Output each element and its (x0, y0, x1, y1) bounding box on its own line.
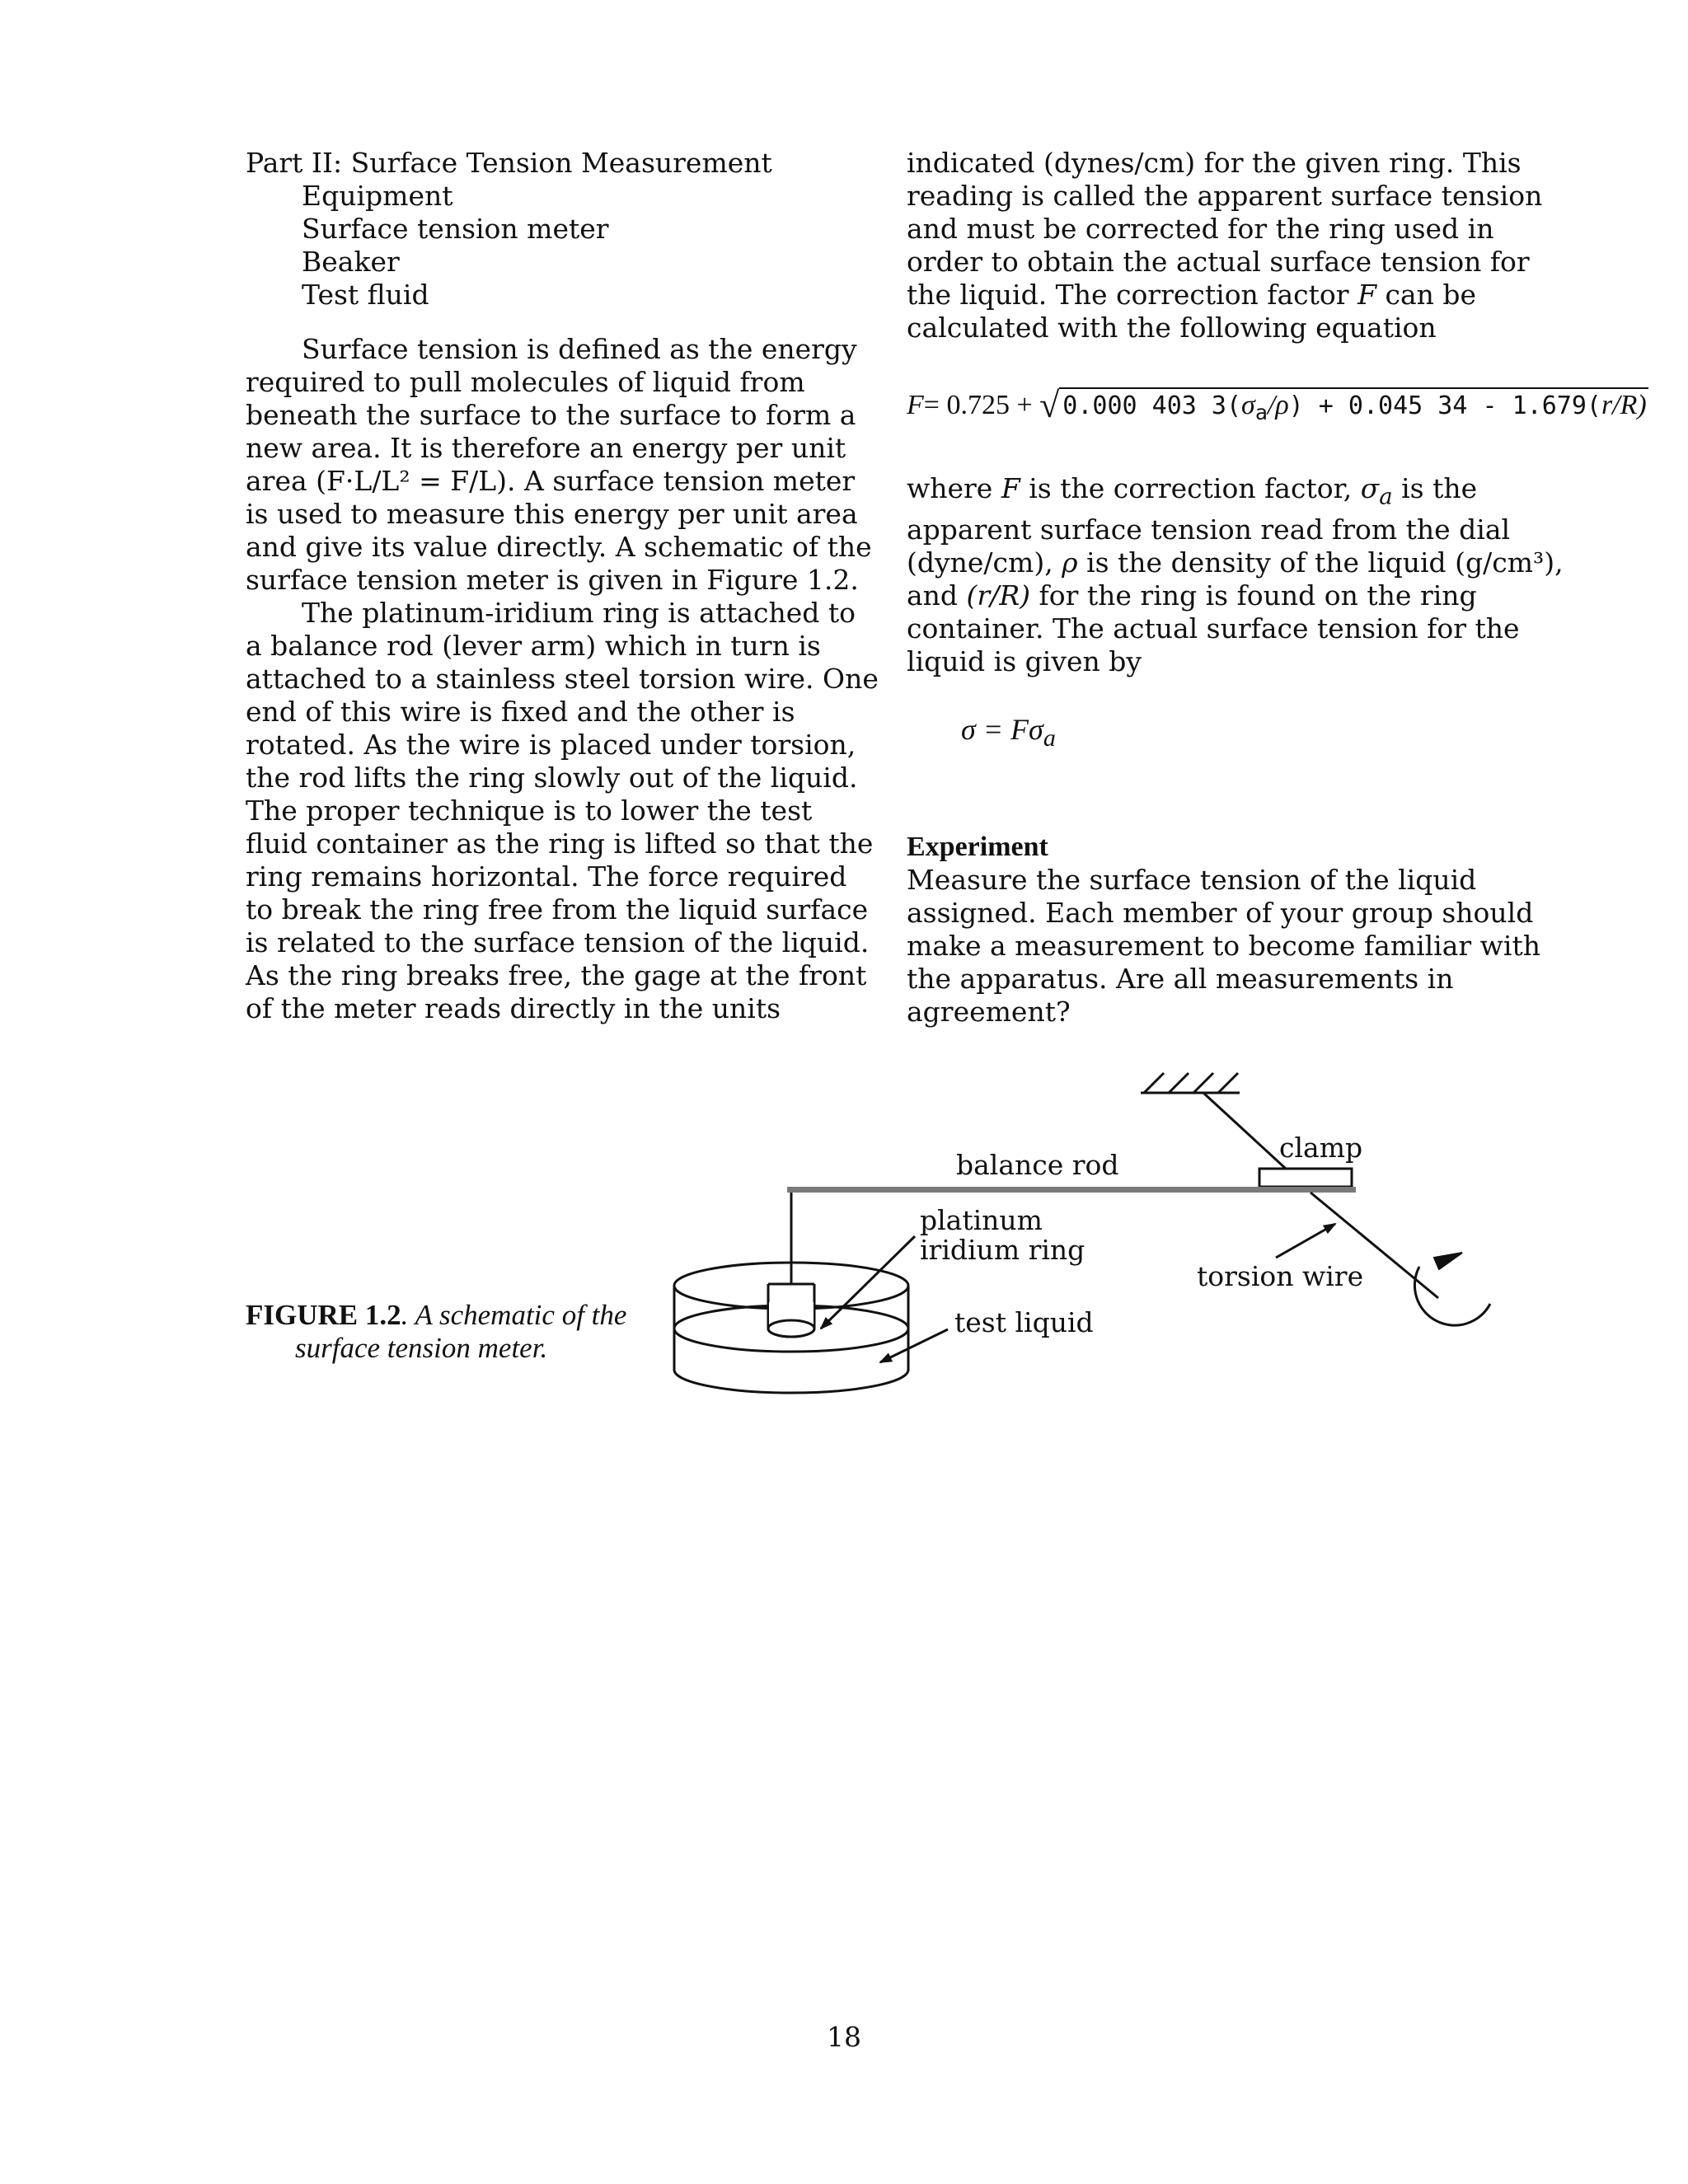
rho-symbol: ρ (1062, 546, 1078, 579)
experiment-heading: Experiment (907, 831, 1048, 862)
rotation-arrow-icon (1414, 1267, 1490, 1325)
caption-line-2 (295, 1332, 658, 1365)
equation-constant: = 0.725 + (923, 390, 1040, 420)
equipment-item: Test fluid (302, 279, 429, 311)
clamp (1259, 1169, 1352, 1187)
page-number: 18 (827, 2021, 861, 2053)
radicand-part: ) + 0.045 34 - 1.679( (1288, 391, 1601, 420)
label-test-liquid: test liquid (954, 1306, 1094, 1338)
section-heading: Part II: Surface Tension Measurement (246, 147, 772, 179)
test-liquid-pointer-arrow (880, 1329, 948, 1362)
caption-line-1 (246, 1299, 658, 1332)
r-over-R: r/R) (1601, 390, 1647, 420)
rotation-arrowhead-icon (1434, 1253, 1462, 1269)
text-run: is the correction factor, (1020, 472, 1361, 504)
label-iridium-ring: iridium ring (920, 1234, 1085, 1266)
caption-text: . A schematic of the (401, 1299, 627, 1331)
text-run: can be calculated with the following equation (907, 279, 1477, 344)
label-clamp: clamp (1279, 1132, 1363, 1164)
paragraph-ring-description: The platinum-iridium ring is attached to a balance rod (lever arm) which in turn is attached to a stainless steel torsion wire. One end of this wire is fixed and the other is rotated. As the wire is placed under torsion, the rod lifts the ring slowly out of the liquid. The proper technique is to lower the test fluid container as the ring is lifted so that the ring remains horizontal. The force required to break the ring free from the liquid surface is related to the surface tension of the liquid. As the ring breaks free, the gage at the front of the meter reads directly in the units (246, 597, 879, 1024)
figure-caption (246, 1299, 658, 1365)
sigma-symbol: σ (1360, 472, 1380, 504)
subscript-a: a (1043, 724, 1056, 752)
equation-lhs: σ = (961, 712, 1011, 746)
caption-text: surface tension meter. (295, 1332, 548, 1364)
sigma-symbol: σ (1241, 390, 1255, 420)
rho-symbol: /ρ (1267, 390, 1289, 420)
radical-sign-icon: √ (1039, 385, 1060, 425)
text-run: for the ring is found on the ring container. The actual surface tension for the liquid is given by (907, 579, 1520, 677)
balance-rod (787, 1187, 1356, 1193)
subscript-a: a (1254, 401, 1268, 424)
label-platinum: platinum (920, 1204, 1043, 1236)
text-run: indicated (dynes/cm) for the given ring. This reading is called the apparent surface tension and must be corrected for the ring used in order to obtain the actual surface tension for the liquid. The correction factor (907, 147, 1543, 311)
equipment-title: Equipment (302, 180, 453, 212)
text-run: where (907, 472, 1001, 504)
equipment-item: Surface tension meter (302, 213, 609, 245)
variable-F: F (1001, 472, 1020, 504)
label-torsion-wire: torsion wire (1197, 1260, 1364, 1292)
upper-torsion-wire (1203, 1093, 1286, 1169)
label-balance-rod: balance rod (956, 1149, 1119, 1181)
variable-F: F (1357, 279, 1376, 311)
torsion-wire-pointer-arrow (1276, 1224, 1335, 1258)
text-run: is the density of the liquid (g/cm³), and (907, 546, 1564, 612)
fixed-support-hatch-icon (1141, 1073, 1240, 1093)
experiment-text: Measure the surface tension of the liquid assigned. Each member of your group should make a measurement to become familiar with the apparatus. Are all measurements in agreement? (907, 863, 1540, 1028)
caption-number: FIGURE 1.2 (246, 1299, 401, 1331)
ring-bottom (768, 1320, 814, 1337)
equation-lhs: F (907, 390, 924, 420)
text-run: is the apparent surface tension read from the dial (dyne/cm), (907, 472, 1511, 579)
sigma-symbol: σ (1029, 712, 1043, 746)
platinum-ring-pointer-arrow (821, 1236, 915, 1329)
radicand-part: 0.000 403 3( (1062, 391, 1242, 420)
variable-F: F (1010, 712, 1029, 746)
r-over-R: (r/R) (966, 579, 1031, 612)
equipment-item: Beaker (302, 246, 400, 278)
paragraph-definition: Surface tension is defined as the energy required to pull molecules of liquid from beneath the surface to the surface to form a new area. It is therefore an energy per unit area (F·L/L² = F/L). A surface tension meter is used to measure this energy per unit area and give its value directly. A schematic of the surface tension meter is given in Figure 1.2. (246, 333, 872, 596)
subscript-a: a (1379, 483, 1393, 510)
